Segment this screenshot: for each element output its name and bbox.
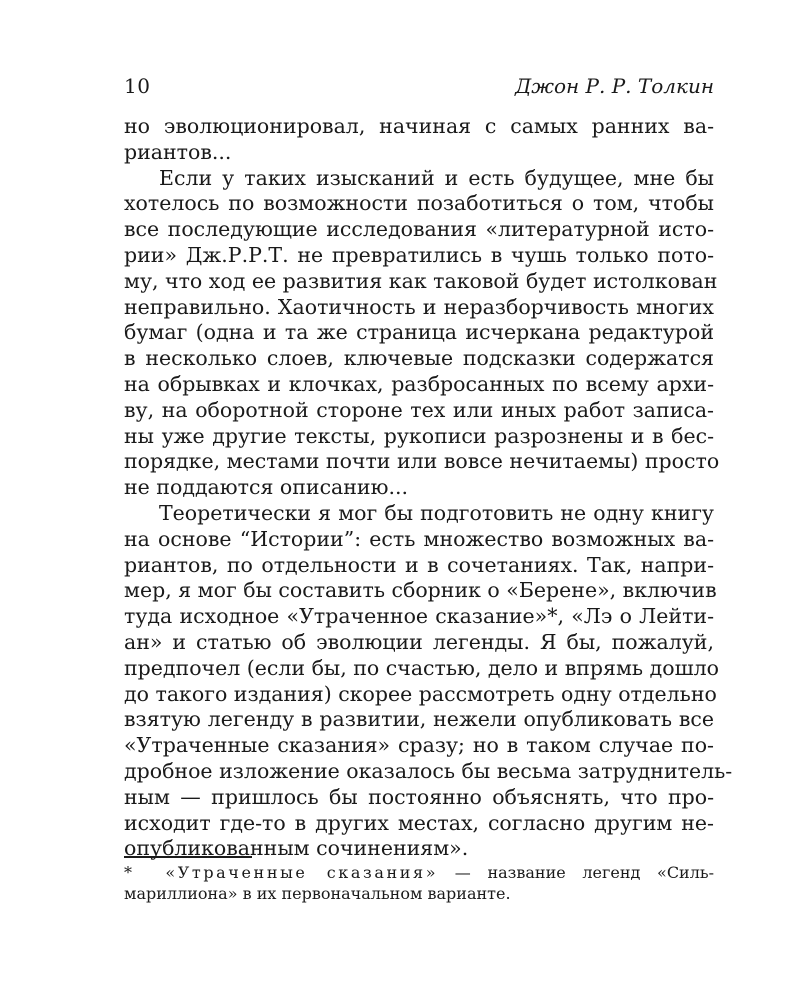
text-line: ным — пришлось бы постоянно объяснять, что про- [124, 784, 714, 809]
text-line: ву, на оборотной стороне тех или иных работ записа- [124, 397, 714, 422]
footnote-divider [124, 856, 252, 858]
text-line: предпочел (если бы, по счастью, дело и впрямь дошло [124, 655, 720, 680]
text-line: до такого издания) скорее рассмотреть одну отдельно [124, 681, 717, 706]
paragraph-1 [124, 114, 714, 166]
text-line: взятую легенду в развитии, нежели опубликовать все [124, 707, 714, 732]
text-line: все последующие исследования «литературной исто- [124, 217, 714, 242]
text-line: мер, я мог бы составить сборник о «Берене», включив [124, 578, 717, 603]
text-line: неправильно. Хаотичность и неразборчивость многих [124, 294, 714, 319]
text-line: ны уже другие тексты, рукописи разрознены и в бес- [124, 423, 714, 448]
text-line: на основе “Истории”: есть множество возможных ва- [124, 526, 714, 551]
text-line: Теоретически я мог бы подготовить не одну книгу [159, 500, 714, 525]
text-line: в несколько слоев, ключевые подсказки содержатся [124, 346, 714, 371]
text-line: Если у таких изысканий и есть будущее, мне бы [159, 165, 714, 190]
footnote [124, 862, 714, 904]
paragraph-3 [124, 500, 733, 862]
text-line: дробное изложение оказалось бы весьма затруднитель- [124, 758, 733, 783]
text-line: опубликованным сочинениям». [124, 836, 469, 861]
text-line: рии» Дж.Р.Р.Т. не превратились в чушь только пото- [124, 242, 714, 267]
text-line: но эволюционировал, начиная с самых ранних ва- [124, 114, 714, 138]
body-text [124, 114, 733, 862]
text-line: «Утраченные сказания» сразу; но в таком случае по- [124, 733, 714, 758]
footnote-definition: — название легенд «Силь- [438, 863, 715, 882]
text-line: не поддаются описанию... [124, 475, 408, 500]
footnote-line [124, 862, 714, 883]
text-line: порядке, местами почти или вовсе нечитаемы) просто [124, 449, 720, 474]
footnote-line: мариллиона» в их первоначальном варианте. [124, 884, 511, 903]
text-line: на обрывках и клочках, разбросанных по всему архи- [124, 371, 714, 396]
text-line: бумаг (одна и та же страница исчеркана редактурой [124, 320, 714, 345]
running-title: Джон Р. Р. Толкин [514, 74, 714, 98]
page-number: 10 [124, 74, 151, 98]
text-line: му, что ход ее развития как таковой будет истолкован [124, 268, 718, 293]
text-line: риантов, по отдельности и в сочетаниях. Так, напри- [124, 552, 714, 577]
running-header [124, 74, 714, 98]
footnote-marker: * [124, 863, 132, 882]
text-line: риантов... [124, 139, 232, 164]
text-line: ан» и статью об эволюции легенды. Я бы, пожалуй, [124, 629, 714, 654]
text-line: исходит где-то в других местах, согласно другим не- [124, 810, 714, 835]
text-line: хотелось по возможности позаботиться о том, чтобы [124, 191, 714, 216]
text-line: туда исходное «Утраченное сказание»*, «Лэ о Лейти- [124, 604, 714, 629]
paragraph-2 [124, 165, 720, 501]
footnote-term: «Утраченные сказания» [165, 863, 439, 882]
